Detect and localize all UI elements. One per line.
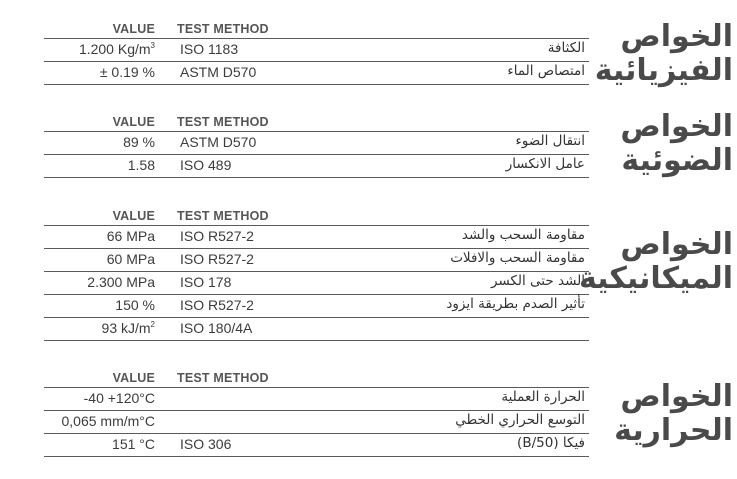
property-cell: مقاومة السحب والافلات [450, 250, 585, 266]
property-cell: امتصاص الماء [507, 63, 585, 79]
value-cell: -40 +120°C [83, 390, 155, 406]
value-cell: 93 $kJ/m^2$ [101, 320, 155, 336]
method-cell: ISO 489 [180, 157, 232, 173]
test-method-column-header: TEST METHOD [177, 22, 269, 36]
property-cell: الكثافة [547, 40, 585, 56]
property-cell: فيكا (50/B) [517, 435, 585, 451]
table-header [44, 209, 589, 225]
table-row [44, 294, 589, 317]
value-cell: 66 MPa [106, 228, 155, 244]
test-method-column-header: TEST METHOD [177, 371, 269, 385]
table-row [44, 317, 589, 341]
value-column-header: VALUE [112, 22, 155, 36]
test-method-column-header: TEST METHOD [177, 115, 269, 129]
method-cell: ISO 180/4A [180, 320, 253, 336]
value-cell: ± 0.19 % [99, 64, 155, 80]
value-cell: 150 % [115, 297, 155, 313]
method-cell: ISO 178 [180, 274, 232, 290]
mechanical-properties-table [44, 209, 589, 341]
value-cell: 60 MPa [106, 251, 155, 267]
property-cell: الحرارة العملية [501, 389, 585, 405]
property-cell: مقاومة السحب والشد [461, 227, 585, 243]
method-cell: ASTM D570 [180, 134, 257, 150]
value-cell: 2.300 MPa [87, 274, 155, 290]
section-title-optical: الخواص الضوئية [620, 109, 733, 178]
value-cell: 0,065 mm/m°C [61, 413, 155, 429]
property-cell: الشد حتى الكسر [490, 273, 585, 289]
table-header [44, 371, 589, 387]
table-header [44, 115, 589, 131]
value-column-header: VALUE [112, 115, 155, 129]
property-cell: انتقال الضوء [515, 133, 585, 149]
method-cell: ISO R527-2 [180, 297, 254, 313]
table-row [44, 225, 589, 248]
table-row [44, 387, 589, 410]
table-row [44, 154, 589, 178]
method-cell: ISO 1183 [180, 41, 239, 57]
value-cell: 89 % [123, 134, 155, 150]
value-column-header: VALUE [112, 209, 155, 223]
value-cell: 1.200 $Kg/m^3$ [78, 41, 155, 57]
table-row [44, 61, 589, 85]
table-row [44, 410, 589, 433]
table-row [44, 248, 589, 271]
table-row [44, 433, 589, 457]
table-header [44, 22, 589, 38]
table-row [44, 38, 589, 61]
optical-properties-table [44, 115, 589, 178]
test-method-column-header: TEST METHOD [177, 209, 269, 223]
thermal-properties-table [44, 371, 589, 457]
table-row [44, 131, 589, 154]
method-cell: ISO R527-2 [180, 251, 254, 267]
method-cell: ISO R527-2 [180, 228, 254, 244]
value-cell: 151 °C [112, 436, 155, 452]
value-column-header: VALUE [112, 371, 155, 385]
method-cell: ASTM D570 [180, 64, 257, 80]
section-title-thermal: الخواص الحرارية [614, 379, 733, 448]
property-cell: تأثير الصدم بطريقة ايزود [446, 296, 585, 312]
section-title-mechanical: الخواص الميكانيكية [578, 227, 733, 296]
physical-properties-table [44, 22, 589, 85]
value-cell: 1.58 [127, 157, 155, 173]
method-cell: ISO 306 [180, 436, 232, 452]
property-cell: عامل الانكسار [505, 156, 585, 172]
property-cell: التوسع الحراري الخطي [455, 412, 585, 428]
section-title-physical: الخواص الفيزيائية [594, 19, 733, 88]
table-row [44, 271, 589, 294]
